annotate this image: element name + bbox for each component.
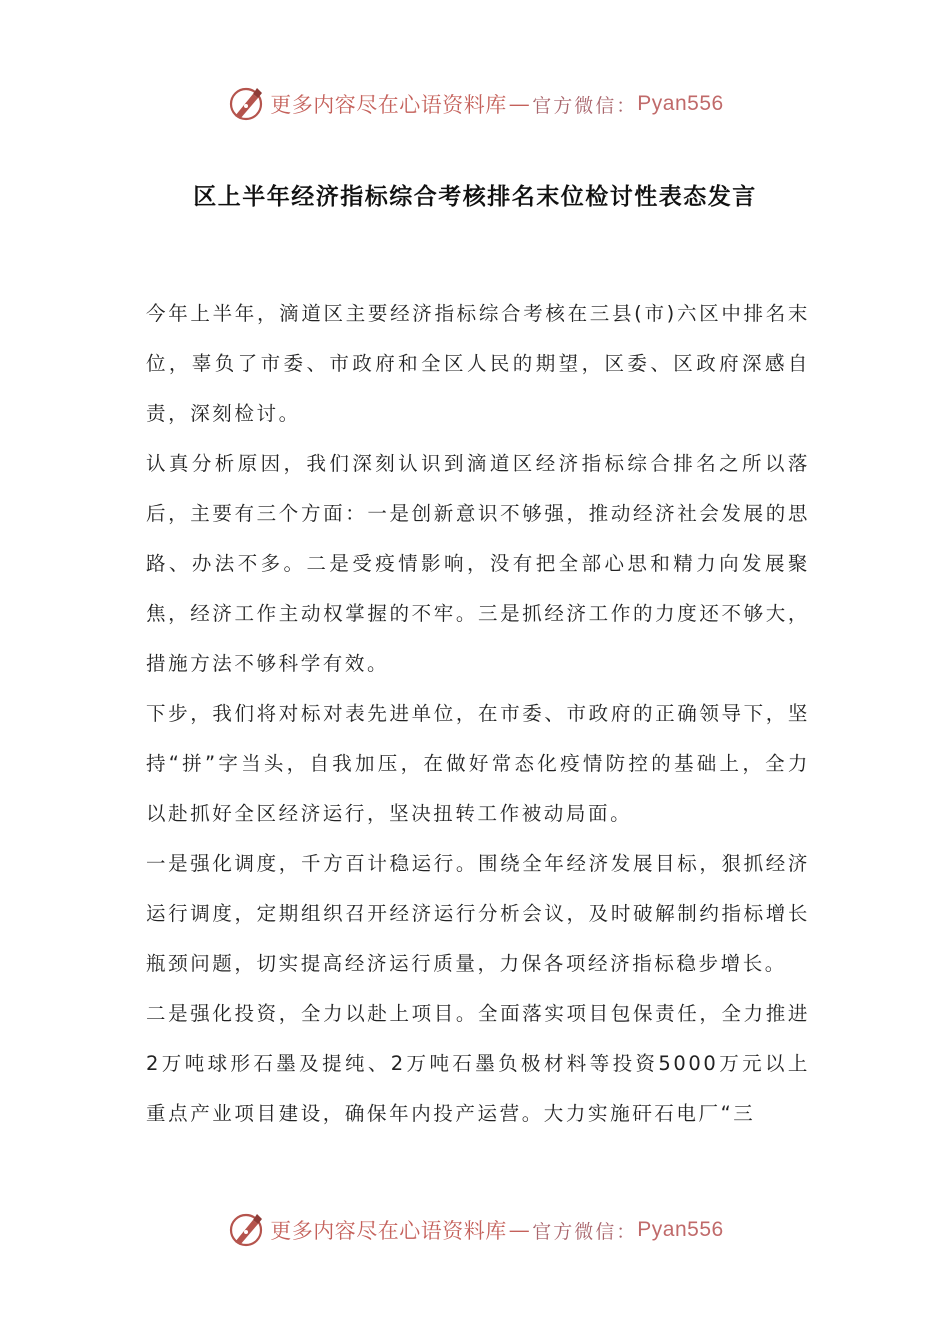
body-paragraph: 下步，我们将对标对表先进单位，在市委、市政府的正确领导下，坚持“拼”字当头，自我加压，在做好常态化疫情防控的基础上，全力以赴抓好全区经济运行，坚决扭转工作被动局面。 (146, 702, 810, 825)
watermark-wechat-id: Pyan556 (637, 92, 724, 115)
footer-watermark (0, 1208, 950, 1252)
watermark-wechat-id: Pyan556 (637, 1218, 724, 1241)
watermark-site-name: 更多内容尽在心语资料库 (270, 1219, 507, 1243)
body-paragraph: 认真分析原因，我们深刻认识到滴道区经济指标综合排名之所以落后，主要有三个方面：一是创新意识不够强，推动经济社会发展的思路、办法不多。二是受疫情影响，没有把全部心思和精力向发展聚焦，经济工作主动权掌握的不牢。三是抓经济工作的力度还不够大，措施方法不够科学有效。 (146, 452, 810, 675)
watermark-site-name: 更多内容尽在心语资料库 (270, 93, 507, 117)
header-watermark (0, 82, 950, 126)
pen-nib-logo-icon (226, 1210, 266, 1250)
body-paragraph: 二是强化投资，全力以赴上项目。全面落实项目包保责任，全力推进2万吨球形石墨及提纯、2万吨石墨负极材料等投资5000万元以上重点产业项目建设，确保年内投产运营。大力实施矸石电厂“三 (146, 1002, 810, 1125)
watermark-dash: — (508, 1218, 531, 1242)
body-paragraph: 今年上半年，滴道区主要经济指标综合考核在三县(市)六区中排名末位，辜负了市委、市政府和全区人民的期望，区委、区政府深感自责，深刻检讨。 (146, 302, 810, 425)
document-body (146, 289, 810, 1139)
watermark-wechat-label: 官方微信： (532, 94, 638, 117)
body-paragraph: 一是强化调度，千方百计稳运行。围绕全年经济发展目标，狠抓经济运行调度，定期组织召开经济运行分析会议，及时破解制约指标增长瓶颈问题，切实提高经济运行质量，力保各项经济指标稳步增长。 (146, 852, 810, 975)
pen-nib-logo-icon (226, 84, 266, 124)
document-title: 区上半年经济指标综合考核排名末位检讨性表态发言 (193, 184, 757, 210)
watermark-dash: — (508, 92, 531, 116)
watermark-wechat-label: 官方微信： (532, 1220, 638, 1243)
